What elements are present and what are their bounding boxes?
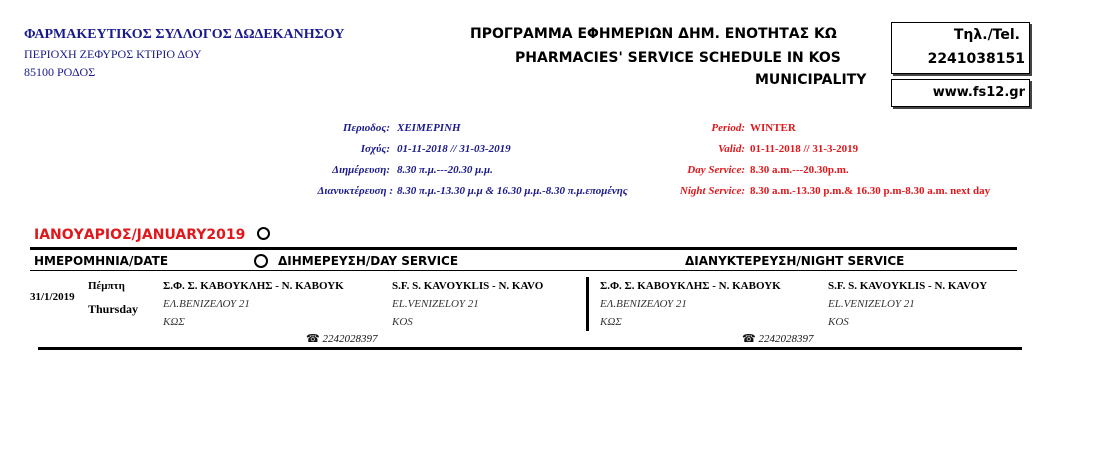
col-header-date: ΗΜΕΡΟΜΗΝΙΑ/DATE: [34, 254, 169, 268]
night-label-gr: Διανυκτέρευση :: [317, 185, 393, 197]
day-pharmacy-name-gr: Σ.Φ. Σ. ΚΑΒΟΥΚΛΗΣ - Ν. ΚΑΒΟΥΚ: [163, 280, 344, 292]
valid-label-gr: Ισχύς:: [360, 143, 390, 155]
night-pharmacy-phone: [742, 332, 813, 345]
tel-label: Τηλ./Tel.: [953, 27, 1020, 43]
valid-label-en: Valid:: [718, 143, 745, 155]
period-label-en: Period:: [711, 122, 745, 134]
col-header-night: ΔΙΑΝΥΚΤΕΡΕΥΣΗ/NIGHT SERVICE: [685, 254, 905, 268]
day-label-en: Day Service:: [687, 164, 745, 176]
table-top-rule: [30, 247, 1017, 250]
day-pharmacy-city-en: KOS: [392, 316, 413, 328]
day-pharmacy-phone: [306, 332, 377, 345]
tel-box: [891, 22, 1030, 74]
phone-icon: ☎: [306, 333, 320, 345]
period-label-gr: Περιοδος:: [343, 122, 390, 134]
period-value-en: WINTER: [750, 122, 796, 134]
row-weekday-gr: Πέμπτη: [88, 280, 125, 292]
day-pharmacy-address-en: EL.VENIZELOY 21: [392, 298, 479, 310]
night-pharmacy-name-gr: Σ.Φ. Σ. ΚΑΒΟΥΚΛΗΣ - Ν. ΚΑΒΟΥΚ: [600, 280, 781, 292]
website-box[interactable]: [891, 79, 1030, 107]
table-row: [30, 271, 1020, 347]
night-value-gr: 8.30 π.μ.-13.30 μ.μ & 16.30 μ.μ.-8.30 π.μ.επομένης: [397, 185, 628, 197]
row-weekday-en: Thursday: [88, 302, 139, 316]
period-value-gr: ΧΕΙΜΕΡΙΝΗ: [397, 122, 461, 134]
table-bottom-rule: [38, 347, 1022, 350]
column-divider: [586, 277, 589, 331]
night-phone-number: 2242028397: [758, 333, 814, 345]
circle-icon: [257, 227, 270, 240]
night-pharmacy-address-gr: ΕΛ.ΒΕΝΙΖΕΛΟΥ 21: [600, 298, 687, 310]
valid-value-gr: 01-11-2018 // 31-03-2019: [397, 143, 511, 155]
website-link[interactable]: www.fs12.gr: [932, 85, 1025, 100]
title-greek: ΠΡΟΓΡΑΜΜΑ ΕΦΗΜΕΡΙΩΝ ΔΗΜ. ΕΝΟΤΗΤΑΣ ΚΩ: [470, 26, 837, 42]
association-postal: 85100 ΡΟΔΟΣ: [24, 65, 96, 79]
night-pharmacy-address-en: EL.VENIZELOY 21: [828, 298, 915, 310]
night-pharmacy-city-en: KOS: [828, 316, 849, 328]
association-address: ΠΕΡΙΟΧΗ ΖΕΦΥΡΟΣ ΚΤΙΡΙΟ ΔΟΥ: [24, 47, 202, 61]
row-date: 31/1/2019: [30, 291, 75, 303]
night-value-en: 8.30 a.m.-13.30 p.m.& 16.30 p.m-8.30 a.m. next day: [750, 185, 991, 197]
day-pharmacy-name-en: S.F. S. KAVOYKLIS - N. KAVO: [392, 280, 544, 292]
day-label-gr: Διημέρευση:: [332, 164, 390, 176]
phone-icon: ☎: [742, 333, 756, 345]
night-label-en: Night Service:: [679, 185, 745, 197]
night-pharmacy-name-en: S.F. S. KAVOYKLIS - N. KAVOY: [828, 280, 988, 292]
day-value-en: 8.30 a.m.---20.30p.m.: [750, 164, 849, 176]
day-phone-number: 2242028397: [322, 333, 378, 345]
association-name: ΦΑΡΜΑΚΕΥΤΙΚΟΣ ΣΥΛΛΟΓΟΣ ΔΩΔΕΚΑΝΗΣΟΥ: [24, 27, 345, 42]
month-heading: ΙΑΝΟΥΑΡΙΟΣ/JANUARY2019: [34, 227, 246, 243]
valid-value-en: 01-11-2018 // 31-3-2019: [750, 143, 859, 155]
day-pharmacy-address-gr: ΕΛ.ΒΕΝΙΖΕΛΟΥ 21: [163, 298, 250, 310]
circle-icon: [254, 254, 268, 268]
day-pharmacy-city-gr: ΚΩΣ: [163, 316, 185, 328]
title-english-line2: MUNICIPALITY: [755, 72, 867, 88]
tel-number: 2241038151: [927, 51, 1025, 67]
title-english-line1: PHARMACIES' SERVICE SCHEDULE IN KOS: [515, 50, 841, 66]
night-pharmacy-city-gr: ΚΩΣ: [600, 316, 622, 328]
col-header-day: ΔΙΗΜΕΡΕΥΣΗ/DAY SERVICE: [278, 254, 459, 268]
day-value-gr: 8.30 π.μ.---20.30 μ.μ.: [397, 164, 493, 176]
